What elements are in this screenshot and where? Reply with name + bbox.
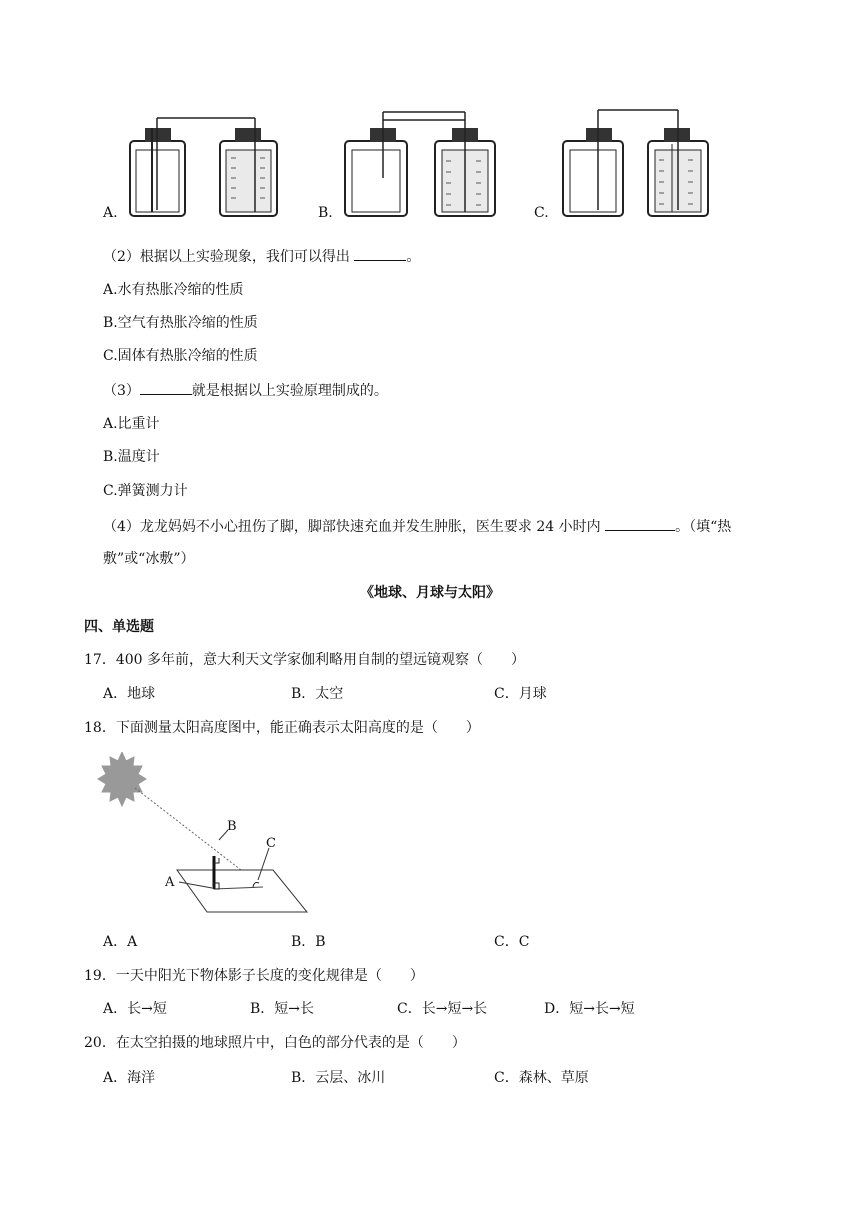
apparatus-figure-a bbox=[105, 106, 295, 222]
apparatus-figure-b bbox=[325, 106, 525, 222]
apparatus-figure-c bbox=[548, 104, 724, 222]
q2-stem-text: （2）根据以上实验现象，我们可以得出 bbox=[103, 249, 355, 265]
q4-stem-text: （4）龙龙妈妈不小心扭伤了脚，脚部快速充血并发生肿胀，医生要求 24 小时内 bbox=[103, 519, 606, 535]
q4-answer-blank[interactable] bbox=[605, 516, 675, 531]
q2-stem bbox=[103, 246, 420, 267]
q3-answer-blank[interactable] bbox=[140, 380, 192, 395]
figure-label-a: A bbox=[165, 875, 175, 890]
q17-option-c[interactable]: C．月球 bbox=[494, 686, 547, 702]
section-title: 《地球、月球与太阳》 bbox=[360, 585, 500, 601]
q19-option-c[interactable]: C．长→短→长 bbox=[397, 1001, 488, 1017]
q3-stem-prefix: （3） bbox=[103, 383, 140, 399]
q2-option-a: A.水有热胀冷缩的性质 bbox=[103, 282, 244, 298]
figure-label-c: C bbox=[266, 836, 276, 851]
sun-icon bbox=[98, 752, 146, 806]
q20-option-b[interactable]: B．云层、冰川 bbox=[291, 1070, 386, 1086]
q17-stem: 17．400 多年前，意大利天文学家伽利略用自制的望远镜观察（ ） bbox=[84, 652, 525, 668]
q19-stem: 19．一天中阳光下物体影子长度的变化规律是（ ） bbox=[84, 968, 424, 984]
q17-option-b[interactable]: B．太空 bbox=[291, 686, 344, 702]
q3-stem bbox=[103, 380, 388, 401]
q3-stem-text: 就是根据以上实验原理制成的。 bbox=[191, 383, 388, 399]
q19-option-a[interactable]: A．长→短 bbox=[103, 1001, 167, 1017]
q18-option-a[interactable]: A．A bbox=[103, 934, 138, 950]
q2-answer-blank[interactable] bbox=[354, 246, 406, 261]
q18-option-c[interactable]: C．C bbox=[494, 934, 530, 950]
q18-stem: 18．下面测量太阳高度图中，能正确表示太阳高度的是（ ） bbox=[84, 720, 480, 736]
q20-option-c[interactable]: C．森林、草原 bbox=[494, 1070, 589, 1086]
q2-option-b: B.空气有热胀冷缩的性质 bbox=[103, 315, 258, 331]
section-heading: 四、单选题 bbox=[84, 619, 154, 635]
q18-option-b[interactable]: B．B bbox=[291, 934, 326, 950]
apparatus-label-c: C. bbox=[534, 205, 549, 221]
q20-stem: 20．在太空拍摄的地球照片中，白色的部分代表的是（ ） bbox=[84, 1035, 466, 1051]
q2-option-c: C.固体有热胀冷缩的性质 bbox=[103, 348, 258, 364]
q3-option-a: A.比重计 bbox=[103, 416, 160, 432]
apparatus-label-b: B. bbox=[318, 205, 333, 221]
q3-option-b: B.温度计 bbox=[103, 449, 160, 465]
q20-option-a[interactable]: A．海洋 bbox=[103, 1070, 156, 1086]
q2-stem-suffix: 。 bbox=[406, 249, 421, 265]
q4-stem-suffix: 。（填“热 bbox=[675, 519, 732, 535]
q4-stem-line1 bbox=[103, 516, 731, 537]
q19-option-d[interactable]: D．短→长→短 bbox=[544, 1001, 635, 1017]
q3-option-c: C.弹簧测力计 bbox=[103, 483, 188, 499]
q19-option-b[interactable]: B．短→长 bbox=[250, 1001, 315, 1017]
q17-option-a[interactable]: A．地球 bbox=[103, 686, 156, 702]
q4-stem-line2: 敷”或“冰敷”） bbox=[103, 551, 195, 567]
apparatus-label-a: A. bbox=[103, 205, 118, 221]
sun-altitude-figure bbox=[95, 752, 315, 917]
figure-label-b: B bbox=[227, 819, 237, 834]
